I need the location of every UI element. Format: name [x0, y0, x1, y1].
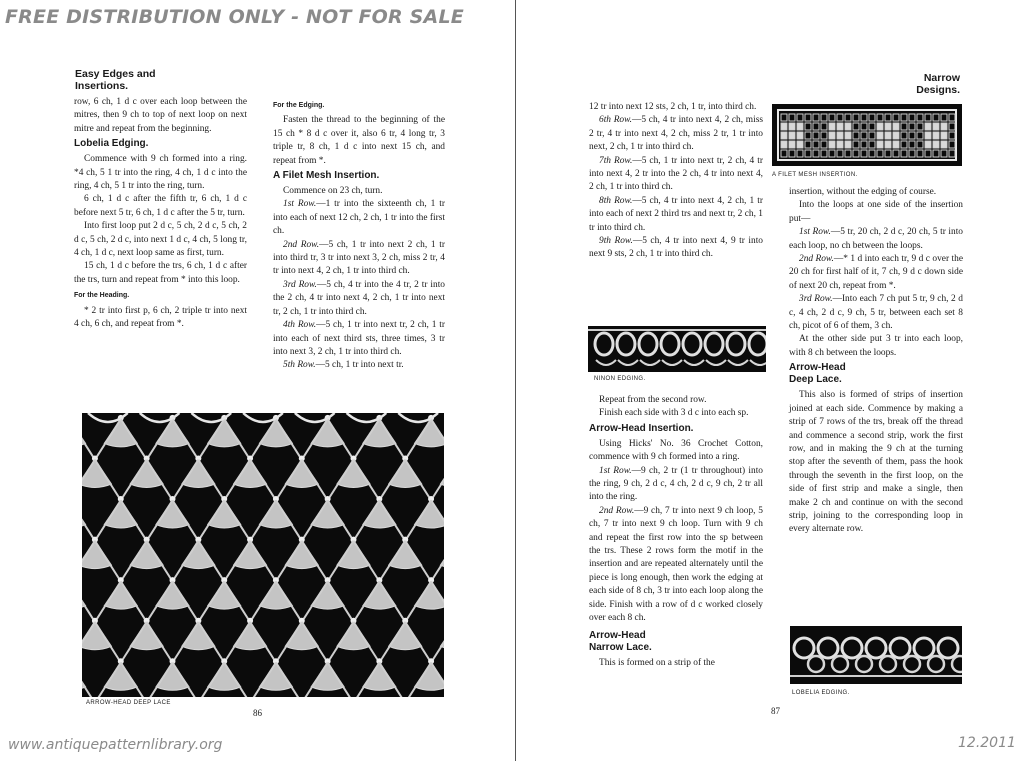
heading-line2: Narrow Lace.: [589, 641, 652, 653]
footer-date: 12.2011: [958, 735, 1016, 751]
page-number-left: 86: [253, 708, 262, 718]
heading-line1: Arrow-Head: [589, 629, 646, 641]
row-text: —5 ch, 4 tr into next 4, 9 tr into next 9 sts, 2 ch, 1 tr into third ch.: [589, 236, 763, 260]
heading-for-the-edging: For the Edging.: [273, 102, 325, 109]
left-section-title: [75, 68, 275, 92]
row-label: 1st Row.: [599, 465, 632, 476]
row-text: —5 ch, 1 tr into next tr, 2 ch, 4 tr into next 4, 2 tr into the 2 ch, 4 tr into next 4, 2 ch, 1 tr into third ch.: [589, 155, 763, 193]
row-instruction: [589, 465, 763, 505]
paragraph: Into the loops at one side of the insertion put—: [789, 200, 963, 224]
heading-line1: Arrow-Head: [789, 362, 846, 374]
row-instruction: [273, 198, 445, 238]
row-instruction: [273, 239, 445, 279]
paragraph: At the other side put 3 tr into each loop, with 8 ch between the loops.: [789, 334, 963, 358]
paragraph: Finish each side with 3 d c into each sp.: [599, 408, 749, 419]
paragraph: row, 6 ch, 1 d c over each loop between the mitres, then 9 ch to top of next loop on next mitre and repeat from the beginning.: [74, 97, 247, 134]
row-instruction: [273, 359, 445, 372]
row-label: 2nd Row.: [599, 505, 635, 516]
heading-lobelia-edging: Lobelia Edging.: [74, 138, 149, 150]
row-text: —5 ch, 4 tr into next 4, 2 ch, 1 tr into each of next 2 third trs and next tr, 2 ch, 1 tr into third ch.: [589, 195, 763, 233]
right-column-1-top: [589, 101, 763, 262]
row-label: 2nd Row.: [799, 254, 834, 265]
heading-arrow-head-insertion: Arrow-Head Insertion.: [589, 422, 694, 434]
paragraph: Into first loop put 2 d c, 5 ch, 2 d c, 5 ch, 2 d c, 5 ch, 2 d c, into next 1 d c, 4 ch, 5 long tr, 4 ch, 1 d c, next loop same as first, turn.: [74, 221, 247, 259]
row-text: —1 tr into the sixteenth ch, 1 tr into each of next 12 ch, 2 ch, 1 tr into the first ch.: [273, 199, 445, 237]
section-title-line1: Narrow: [923, 72, 960, 84]
row-label: 1st Row.: [283, 199, 317, 210]
row-instruction: [589, 114, 763, 154]
row-instruction: [589, 235, 763, 262]
row-text: —5 ch, 1 tr into next tr, 2 ch, 1 tr into each of next third sts, three times, 3 tr into next 3, 2 ch, 1 tr into third ch.: [273, 320, 445, 357]
row-label: 5th Row.: [283, 360, 316, 371]
row-text: —9 ch, 2 tr (1 tr throughout) into the ring, 9 ch, 2 d c, 4 ch, 2 d c, 9 ch, 2 tr all into the ring.: [589, 465, 763, 503]
heading-arrow-head-narrow-lace: [589, 630, 763, 654]
section-title-line2: Designs.: [916, 84, 960, 96]
row-text: —5 ch, 1 tr into next 2 ch, 1 tr into third tr, 3 tr into next 3, 2 ch, miss 2 tr, 4 tr into next 4, 2 ch, 1 tr into third ch.: [273, 239, 445, 277]
row-label: 4th Row.: [283, 320, 317, 331]
heading-for-the-heading: For the Heading.: [74, 292, 130, 300]
row-instruction: [589, 195, 763, 235]
page-number-right: 87: [771, 706, 780, 716]
paragraph: Commence with 9 ch formed into a ring. *4 ch, 5 1 tr into the ring, 4 ch, 1 d c into the ring, 4 ch, 5 1 tr into the ring, turn.: [74, 154, 247, 192]
paragraph: 12 tr into next 12 sts, 2 ch, 1 tr, into third ch.: [589, 102, 757, 112]
row-instruction: [789, 226, 963, 253]
row-instruction: [589, 155, 763, 195]
lobelia-caption: LOBELIA EDGING.: [792, 690, 850, 696]
page-divider: [515, 0, 516, 761]
row-text: —5 ch, 4 tr into the 4 tr, 2 tr into the 2 ch, 4 tr into next 4, 2 ch, 1 tr into next tr, 2 ch, 1 tr into third ch.: [273, 279, 445, 317]
lobelia-edging-photo: [790, 626, 962, 684]
filet-mesh-insertion-photo: [772, 104, 962, 166]
filet-caption: A FILET MESH INSERTION.: [772, 172, 858, 178]
row-text: —5 ch, 4 tr into next 4, 2 ch, miss 2 tr, 4 tr into next 4, 2 ch, miss 2 tr, 1 tr into next, 2 ch, 1 tr into third ch.: [589, 115, 763, 153]
row-label: 9th Row.: [599, 236, 633, 247]
row-text: —5 ch, 1 tr into next tr.: [315, 360, 404, 371]
right-column-2: [789, 186, 963, 537]
left-column-1: [74, 96, 247, 332]
photo-caption: ARROW-HEAD DEEP LACE: [86, 700, 171, 706]
paragraph: 15 ch, 1 d c before the trs, 6 ch, 1 d c after the trs, turn and repeat from * into this loop.: [74, 261, 247, 285]
row-text: —Into each 7 ch put 5 tr, 9 ch, 2 d c, 4 ch, 2 d c, 9 ch, 5 tr, between each set 8 ch, picot of 6 of them, 3 ch.: [789, 294, 963, 332]
section-title-line2: Insertions.: [75, 80, 129, 92]
paragraph: Fasten the thread to the beginning of the 15 ch * 8 d c over it, also 6 tr, 4 long tr, 3 triple tr, 8 ch, 1 d c into next 15 ch, and repeat from *.: [273, 115, 445, 166]
row-instruction: [273, 319, 445, 359]
paragraph: insertion, without the edging of course.: [789, 187, 937, 197]
row-text: —* 1 d into each tr, 9 d c over the 20 ch for first half of it, 7 ch, 9 d c down side of next 20 ch, repeat from *.: [789, 254, 963, 291]
section-title-line1: Easy Edges and: [75, 68, 156, 80]
lobelia-edging-image: [790, 626, 962, 684]
watermark-banner: FREE DISTRIBUTION ONLY - NOT FOR SALE: [5, 6, 464, 28]
row-instruction: [589, 505, 763, 626]
paragraph: * 2 tr into first p, 6 ch, 2 triple tr into next 4 ch, 6 ch, and repeat from *.: [74, 305, 247, 330]
heading-line2: Deep Lace.: [789, 374, 842, 386]
paragraph: Repeat from the second row.: [599, 395, 707, 405]
ninon-caption: NINON EDGING.: [594, 376, 646, 382]
paragraph: This is formed on a strip of the: [599, 657, 715, 668]
heading-arrow-head-deep-lace: [789, 362, 963, 386]
row-label: 2nd Row.: [283, 239, 320, 250]
ninon-edging-image: [588, 326, 766, 372]
paragraph: This also is formed of strips of insertion joined at each side. Commence by making a strip of 7 rows of the trs, break off the thread and commence a second strip, work the first row, and in making the 9 ch at the turning stop after the seventh of them, pass the hook through the seventh in the first loop, on the side of first strip and make a single, then make 2 ch and continue on with the second strip, joining to the corresponding loop in every alternate row.: [789, 390, 963, 535]
ninon-edging-photo: [588, 326, 766, 372]
paragraph: Using Hicks' No. 36 Crochet Cotton, commence with 9 ch formed into a ring.: [589, 438, 763, 463]
row-label: 3rd Row.: [283, 279, 317, 290]
paragraph: 6 ch, 1 d c after the fifth tr, 6 ch, 1 d c before next 5 tr, 6 ch, 1 d c after the 5 tr, turn.: [74, 194, 247, 218]
left-column-2: [273, 97, 445, 373]
row-label: 1st Row.: [799, 227, 831, 238]
filet-mesh-image: [772, 104, 962, 166]
row-instruction: [789, 253, 963, 293]
row-label: 7th Row.: [599, 155, 633, 166]
row-text: —5 tr, 20 ch, 2 d c, 20 ch, 5 tr into each loop, no ch between the loops.: [789, 227, 963, 251]
arrow-head-deep-lace-photo: [82, 413, 444, 697]
heading-filet-mesh-insertion: A Filet Mesh Insertion.: [273, 170, 380, 182]
right-column-1-bottom: [589, 394, 763, 670]
footer-url[interactable]: www.antiquepatternlibrary.org: [8, 737, 223, 753]
right-section-title: [888, 72, 960, 96]
row-text: —9 ch, 7 tr into next 9 ch loop, 5 ch, 7 tr into next 9 ch loop. Turn with 9 ch and repeat the first row into the sp between the trs. These 2 rows form the motif in the insertion and are repeated alternately until the piece is long enough, then work the edging at each side of 8 ch, 3 tr into each loop along the side. Finish with a row of d c worked closely over each 8 ch.: [589, 505, 763, 624]
row-label: 3rd Row.: [799, 294, 833, 305]
row-instruction: [789, 293, 963, 333]
row-label: 8th Row.: [599, 195, 633, 206]
row-label: 6th Row.: [599, 115, 633, 126]
row-instruction: [273, 279, 445, 319]
lace-pattern-image: [82, 413, 444, 697]
paragraph: Commence on 23 ch, turn.: [283, 186, 383, 197]
